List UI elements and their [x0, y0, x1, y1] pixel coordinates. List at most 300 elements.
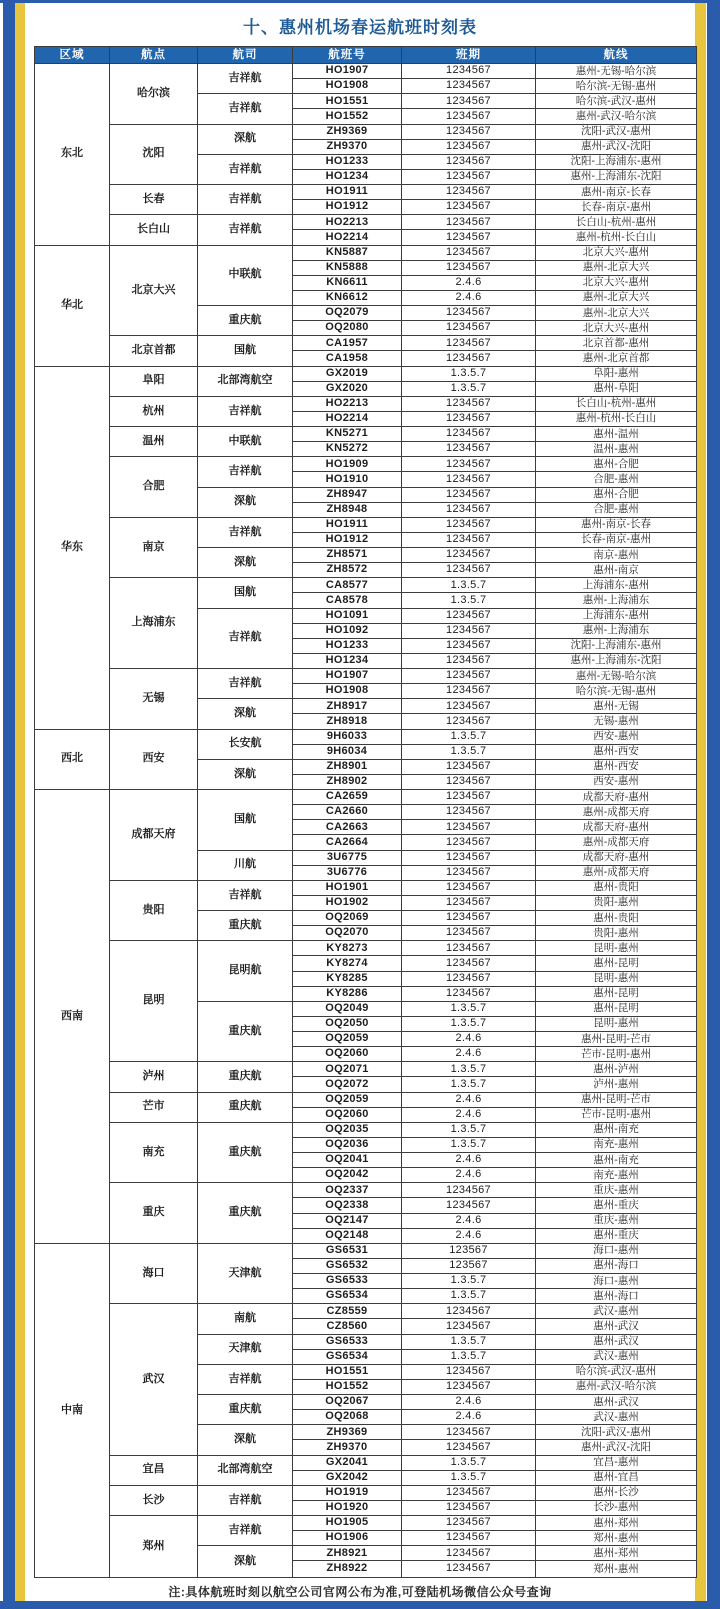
route-cell: 西安-惠州	[536, 729, 697, 744]
left-blue-stripe	[3, 0, 15, 1609]
flight-number-cell: 9H6034	[293, 744, 402, 759]
airline-cell: 重庆航	[198, 1122, 293, 1183]
flight-number-cell: ZH9369	[293, 1425, 402, 1440]
destination-cell: 成都天府	[110, 790, 198, 881]
flight-number-cell: OQ2041	[293, 1153, 402, 1168]
route-cell: 贵阳-惠州	[536, 926, 697, 941]
schedule-cell: 1234567	[402, 230, 536, 245]
destination-cell: 昆明	[110, 941, 198, 1062]
route-cell: 惠州-武汉-沈阳	[536, 139, 697, 154]
route-cell: 重庆-惠州	[536, 1183, 697, 1198]
schedule-cell: 1234567	[402, 1500, 536, 1515]
flight-number-cell: GS6534	[293, 1349, 402, 1364]
flight-number-cell: GS6531	[293, 1243, 402, 1258]
schedule-cell: 1234567	[402, 109, 536, 124]
region-cell: 西北	[35, 729, 110, 790]
destination-cell: 海口	[110, 1243, 198, 1304]
schedule-cell: 1234567	[402, 336, 536, 351]
flight-number-cell: HO1901	[293, 880, 402, 895]
airline-cell: 中联航	[198, 427, 293, 457]
flight-number-cell: OQ2147	[293, 1213, 402, 1228]
flight-number-cell: ZH8918	[293, 714, 402, 729]
flight-number-cell: ZH8922	[293, 1561, 402, 1578]
route-cell: 北京大兴-惠州	[536, 321, 697, 336]
route-cell: 沈阳-武汉-惠州	[536, 124, 697, 139]
route-cell: 无锡-惠州	[536, 714, 697, 729]
schedule-cell: 2.4.6	[402, 1107, 536, 1122]
route-cell: 泸州-惠州	[536, 1077, 697, 1092]
header-flight-number: 航班号	[293, 47, 402, 64]
schedule-cell: 2.4.6	[402, 1032, 536, 1047]
route-cell: 惠州-海口	[536, 1258, 697, 1273]
flight-number-cell: OQ2148	[293, 1228, 402, 1243]
flight-number-cell: HO1905	[293, 1516, 402, 1531]
schedule-cell: 1234567	[402, 548, 536, 563]
flight-row	[35, 1485, 697, 1500]
schedule-cell: 1234567	[402, 457, 536, 472]
flight-row	[35, 790, 697, 805]
route-cell: 惠州-北京大兴	[536, 290, 697, 305]
airline-cell: 吉祥航	[198, 880, 293, 910]
flight-number-cell: OQ2069	[293, 911, 402, 926]
route-cell: 长白山-杭州-惠州	[536, 396, 697, 411]
route-cell: 惠州-重庆	[536, 1228, 697, 1243]
schedule-cell: 1234567	[402, 563, 536, 578]
schedule-cell: 1234567	[402, 880, 536, 895]
schedule-cell: 1234567	[402, 169, 536, 184]
schedule-cell: 1.3.5.7	[402, 729, 536, 744]
route-cell: 惠州-上海浦东-沈阳	[536, 169, 697, 184]
flight-number-cell: HO2214	[293, 411, 402, 426]
flight-number-cell: HO1911	[293, 185, 402, 200]
flight-row	[35, 578, 697, 593]
route-cell: 惠州-武汉-哈尔滨	[536, 1379, 697, 1394]
route-cell: 惠州-无锡	[536, 699, 697, 714]
route-cell: 武汉-惠州	[536, 1410, 697, 1425]
route-cell: 哈尔滨-无锡-惠州	[536, 79, 697, 94]
airline-cell: 吉祥航	[198, 64, 293, 94]
route-cell: 哈尔滨-武汉-惠州	[536, 94, 697, 109]
route-cell: 惠州-西安	[536, 744, 697, 759]
airline-cell: 南航	[198, 1304, 293, 1334]
airline-cell: 川航	[198, 850, 293, 880]
schedule-cell: 1.3.5.7	[402, 578, 536, 593]
flight-number-cell: CA1958	[293, 351, 402, 366]
schedule-cell: 1.3.5.7	[402, 1274, 536, 1289]
schedule-cell: 1.3.5.7	[402, 1016, 536, 1031]
schedule-cell: 1234567	[402, 1183, 536, 1198]
destination-cell: 宜昌	[110, 1455, 198, 1485]
route-cell: 惠州-无锡-哈尔滨	[536, 669, 697, 684]
route-cell: 惠州-南京	[536, 563, 697, 578]
airline-cell: 吉祥航	[198, 94, 293, 124]
flight-number-cell: GX2019	[293, 366, 402, 381]
bottom-frame-bar	[0, 1601, 720, 1609]
schedule-cell: 1234567	[402, 820, 536, 835]
destination-cell: 郑州	[110, 1516, 198, 1578]
airline-cell: 深航	[198, 548, 293, 578]
route-cell: 惠州-上海浦东	[536, 593, 697, 608]
flight-row	[35, 517, 697, 532]
schedule-cell: 123567	[402, 1243, 536, 1258]
flight-number-cell: OQ2070	[293, 926, 402, 941]
schedule-cell: 1234567	[402, 139, 536, 154]
flight-number-cell: CA2659	[293, 790, 402, 805]
schedule-cell: 1234567	[402, 865, 536, 880]
route-cell: 沈阳-上海浦东-惠州	[536, 638, 697, 653]
schedule-cell: 1234567	[402, 472, 536, 487]
route-cell: 贵阳-惠州	[536, 895, 697, 910]
airline-cell: 吉祥航	[198, 1516, 293, 1546]
airline-cell: 天津航	[198, 1243, 293, 1304]
schedule-cell: 1234567	[402, 1531, 536, 1546]
schedule-cell: 1234567	[402, 638, 536, 653]
schedule-cell: 1.3.5.7	[402, 593, 536, 608]
airline-cell: 中联航	[198, 245, 293, 306]
flight-number-cell: 3U6776	[293, 865, 402, 880]
route-cell: 惠州-贵阳	[536, 880, 697, 895]
schedule-cell: 1234567	[402, 1440, 536, 1455]
airline-cell: 天津航	[198, 1334, 293, 1364]
schedule-cell: 1234567	[402, 699, 536, 714]
flight-number-cell: HO1908	[293, 684, 402, 699]
flight-row	[35, 427, 697, 442]
route-cell: 南京-惠州	[536, 548, 697, 563]
route-cell: 惠州-成都天府	[536, 835, 697, 850]
flight-number-cell: HO1234	[293, 169, 402, 184]
flight-number-cell: GX2041	[293, 1455, 402, 1470]
destination-cell: 泸州	[110, 1062, 198, 1092]
flight-number-cell: HO1907	[293, 669, 402, 684]
schedule-cell: 1234567	[402, 517, 536, 532]
airline-cell: 吉祥航	[198, 1485, 293, 1515]
flight-number-cell: OQ2338	[293, 1198, 402, 1213]
schedule-cell: 1234567	[402, 835, 536, 850]
route-cell: 惠州-上海浦东	[536, 623, 697, 638]
header-route: 航线	[536, 47, 697, 64]
route-cell: 惠州-昆明	[536, 986, 697, 1001]
schedule-cell: 2.4.6	[402, 1153, 536, 1168]
destination-cell: 沈阳	[110, 124, 198, 185]
flight-number-cell: CA8577	[293, 578, 402, 593]
flight-number-cell: ZH8901	[293, 759, 402, 774]
flight-number-cell: KN5272	[293, 442, 402, 457]
schedule-cell: 1.3.5.7	[402, 1062, 536, 1077]
flight-number-cell: CA2663	[293, 820, 402, 835]
schedule-cell: 1234567	[402, 487, 536, 502]
schedule-cell: 2.4.6	[402, 1410, 536, 1425]
schedule-cell: 1234567	[402, 1485, 536, 1500]
schedule-cell: 1234567	[402, 532, 536, 547]
route-cell: 惠州-武汉-沈阳	[536, 1440, 697, 1455]
header-destination: 航点	[110, 47, 198, 64]
flight-row	[35, 396, 697, 411]
schedule-cell: 1234567	[402, 774, 536, 789]
schedule-cell: 1234567	[402, 245, 536, 260]
header-airline: 航司	[198, 47, 293, 64]
schedule-cell: 1234567	[402, 215, 536, 230]
flight-number-cell: OQ2060	[293, 1107, 402, 1122]
destination-cell: 阜阳	[110, 366, 198, 396]
flight-number-cell: GX2042	[293, 1470, 402, 1485]
schedule-cell: 1234567	[402, 64, 536, 79]
flight-row	[35, 366, 697, 381]
flight-number-cell: KY8285	[293, 971, 402, 986]
airline-cell: 北部湾航空	[198, 1455, 293, 1485]
right-blue-stripe	[707, 0, 720, 1609]
route-cell: 宜昌-惠州	[536, 1455, 697, 1470]
destination-cell: 哈尔滨	[110, 64, 198, 125]
route-cell: 长春-南京-惠州	[536, 200, 697, 215]
route-cell: 成都天府-惠州	[536, 790, 697, 805]
route-cell: 惠州-北京大兴	[536, 260, 697, 275]
route-cell: 惠州-南京-长春	[536, 517, 697, 532]
destination-cell: 长春	[110, 185, 198, 215]
route-cell: 惠州-宜昌	[536, 1470, 697, 1485]
schedule-cell: 1234567	[402, 805, 536, 820]
airline-cell: 深航	[198, 1546, 293, 1578]
flight-number-cell: OQ2059	[293, 1092, 402, 1107]
schedule-cell: 1234567	[402, 260, 536, 275]
flight-number-cell: OQ2050	[293, 1016, 402, 1031]
route-cell: 惠州-郑州	[536, 1516, 697, 1531]
flight-row	[35, 1243, 697, 1258]
route-cell: 惠州-昆明	[536, 1001, 697, 1016]
flight-number-cell: HO1912	[293, 532, 402, 547]
destination-cell: 温州	[110, 427, 198, 457]
schedule-cell: 2.4.6	[402, 1047, 536, 1062]
route-cell: 武汉-惠州	[536, 1304, 697, 1319]
schedule-cell: 1234567	[402, 306, 536, 321]
flight-number-cell: OQ2036	[293, 1137, 402, 1152]
route-cell: 惠州-武汉	[536, 1334, 697, 1349]
route-cell: 海口-惠州	[536, 1243, 697, 1258]
airline-cell: 重庆航	[198, 1395, 293, 1425]
region-cell: 西南	[35, 790, 110, 1244]
top-frame-bar	[0, 0, 720, 3]
route-cell: 昆明-惠州	[536, 1016, 697, 1031]
destination-cell: 上海浦东	[110, 578, 198, 669]
route-cell: 惠州-昆明	[536, 956, 697, 971]
schedule-cell: 1.3.5.7	[402, 1334, 536, 1349]
flight-number-cell: GS6534	[293, 1289, 402, 1304]
schedule-cell: 1234567	[402, 1198, 536, 1213]
route-cell: 北京大兴-惠州	[536, 245, 697, 260]
flight-number-cell: OQ2080	[293, 321, 402, 336]
flight-number-cell: KY8286	[293, 986, 402, 1001]
airline-cell: 国航	[198, 336, 293, 366]
page-title: 十、惠州机场春运航班时刻表	[243, 18, 477, 37]
flight-number-cell: KN6611	[293, 275, 402, 290]
airline-cell: 重庆航	[198, 306, 293, 336]
schedule-cell: 1234567	[402, 911, 536, 926]
route-cell: 昆明-惠州	[536, 971, 697, 986]
flight-number-cell: ZH9370	[293, 1440, 402, 1455]
flight-row	[35, 1092, 697, 1107]
airline-cell: 深航	[198, 487, 293, 517]
destination-cell: 北京大兴	[110, 245, 198, 336]
destination-cell: 南充	[110, 1122, 198, 1183]
flight-number-cell: OQ2042	[293, 1168, 402, 1183]
route-cell: 北京大兴-惠州	[536, 275, 697, 290]
flight-number-cell: CA1957	[293, 336, 402, 351]
route-cell: 阜阳-惠州	[536, 366, 697, 381]
airline-cell: 深航	[198, 759, 293, 789]
route-cell: 惠州-阜阳	[536, 381, 697, 396]
schedule-cell: 1.3.5.7	[402, 1077, 536, 1092]
route-cell: 芒市-昆明-惠州	[536, 1047, 697, 1062]
flight-number-cell: HO1907	[293, 64, 402, 79]
flight-row	[35, 1062, 697, 1077]
flight-row	[35, 245, 697, 260]
schedule-cell: 1234567	[402, 442, 536, 457]
flight-number-cell: OQ2079	[293, 306, 402, 321]
flight-number-cell: OQ2059	[293, 1032, 402, 1047]
route-cell: 上海浦东-惠州	[536, 608, 697, 623]
region-cell: 中南	[35, 1243, 110, 1577]
schedule-cell: 1234567	[402, 94, 536, 109]
flight-number-cell: HO1909	[293, 457, 402, 472]
flight-row	[35, 1122, 697, 1137]
route-cell: 惠州-上海浦东-沈阳	[536, 653, 697, 668]
route-cell: 惠州-武汉	[536, 1395, 697, 1410]
airline-cell: 吉祥航	[198, 185, 293, 215]
flight-number-cell: ZH9370	[293, 139, 402, 154]
destination-cell: 芒市	[110, 1092, 198, 1122]
schedule-cell: 1234567	[402, 1516, 536, 1531]
airline-cell: 昆明航	[198, 941, 293, 1002]
schedule-cell: 1.3.5.7	[402, 1137, 536, 1152]
airline-cell: 国航	[198, 790, 293, 851]
flight-number-cell: ZH8921	[293, 1546, 402, 1561]
airline-cell: 吉祥航	[198, 1364, 293, 1394]
flight-timetable	[34, 46, 697, 1578]
flight-number-cell: HO1910	[293, 472, 402, 487]
schedule-cell: 1234567	[402, 411, 536, 426]
flight-number-cell: KN6612	[293, 290, 402, 305]
schedule-cell: 1.3.5.7	[402, 744, 536, 759]
schedule-cell: 1.3.5.7	[402, 381, 536, 396]
airline-cell: 吉祥航	[198, 517, 293, 547]
flight-number-cell: HO1911	[293, 517, 402, 532]
airline-cell: 深航	[198, 124, 293, 154]
footer-note: 注:具体航班时刻以航空公司官网公布为准,可登陆机场微信公众号查询	[168, 1585, 552, 1599]
flight-number-cell: 3U6775	[293, 850, 402, 865]
schedule-cell: 1234567	[402, 1425, 536, 1440]
region-cell: 华东	[35, 366, 110, 729]
schedule-cell: 1234567	[402, 971, 536, 986]
route-cell: 惠州-贵阳	[536, 911, 697, 926]
flight-number-cell: HO2213	[293, 215, 402, 230]
flight-number-cell: OQ2060	[293, 1047, 402, 1062]
schedule-cell: 1234567	[402, 850, 536, 865]
flight-number-cell: HO1092	[293, 623, 402, 638]
airline-cell: 深航	[198, 699, 293, 729]
route-cell: 沈阳-武汉-惠州	[536, 1425, 697, 1440]
route-cell: 南充-惠州	[536, 1168, 697, 1183]
route-cell: 惠州-合肥	[536, 487, 697, 502]
flight-number-cell: ZH9369	[293, 124, 402, 139]
airline-cell: 国航	[198, 578, 293, 608]
destination-cell: 武汉	[110, 1304, 198, 1455]
table-header-row	[35, 47, 697, 64]
schedule-cell: 1234567	[402, 714, 536, 729]
flight-number-cell: KY8273	[293, 941, 402, 956]
schedule-cell: 1234567	[402, 790, 536, 805]
schedule-cell: 1234567	[402, 684, 536, 699]
flight-number-cell: OQ2067	[293, 1395, 402, 1410]
route-cell: 惠州-重庆	[536, 1198, 697, 1213]
flight-number-cell: HO2214	[293, 230, 402, 245]
route-cell: 惠州-昆明-芒市	[536, 1032, 697, 1047]
schedule-cell: 1.3.5.7	[402, 1455, 536, 1470]
airline-cell: 吉祥航	[198, 669, 293, 699]
schedule-cell: 2.4.6	[402, 1228, 536, 1243]
flight-number-cell: OQ2049	[293, 1001, 402, 1016]
flight-number-cell: HO1919	[293, 1485, 402, 1500]
airline-cell: 吉祥航	[198, 457, 293, 487]
flight-number-cell: KN5888	[293, 260, 402, 275]
route-cell: 长春-南京-惠州	[536, 532, 697, 547]
flight-number-cell: ZH8902	[293, 774, 402, 789]
schedule-cell: 1234567	[402, 759, 536, 774]
flight-number-cell: HO1906	[293, 1531, 402, 1546]
schedule-cell: 1234567	[402, 926, 536, 941]
left-yellow-stripe	[15, 0, 25, 1609]
airline-cell: 吉祥航	[198, 215, 293, 245]
flight-number-cell: OQ2068	[293, 1410, 402, 1425]
flight-number-cell: 9H6033	[293, 729, 402, 744]
flight-row	[35, 64, 697, 79]
route-cell: 长沙-惠州	[536, 1500, 697, 1515]
route-cell: 惠州-武汉-哈尔滨	[536, 109, 697, 124]
flight-number-cell: GX2020	[293, 381, 402, 396]
schedule-cell: 1.3.5.7	[402, 1470, 536, 1485]
route-cell: 武汉-惠州	[536, 1349, 697, 1364]
schedule-cell: 1234567	[402, 1379, 536, 1394]
route-cell: 惠州-长沙	[536, 1485, 697, 1500]
airline-cell: 吉祥航	[198, 154, 293, 184]
flight-number-cell: OQ2072	[293, 1077, 402, 1092]
airline-cell: 重庆航	[198, 1092, 293, 1122]
flight-number-cell: HO1233	[293, 638, 402, 653]
schedule-cell: 1234567	[402, 1364, 536, 1379]
flight-number-cell: ZH8571	[293, 548, 402, 563]
schedule-cell: 1234567	[402, 623, 536, 638]
route-cell: 沈阳-上海浦东-惠州	[536, 154, 697, 169]
route-cell: 惠州-南充	[536, 1122, 697, 1137]
airline-cell: 重庆航	[198, 1062, 293, 1092]
schedule-cell: 1234567	[402, 502, 536, 517]
flight-row	[35, 669, 697, 684]
destination-cell: 南京	[110, 517, 198, 578]
region-cell: 东北	[35, 64, 110, 246]
route-cell: 哈尔滨-无锡-惠州	[536, 684, 697, 699]
flight-row	[35, 336, 697, 351]
schedule-cell: 1234567	[402, 1561, 536, 1578]
destination-cell: 长白山	[110, 215, 198, 245]
schedule-cell: 1234567	[402, 956, 536, 971]
flight-number-cell: CZ8560	[293, 1319, 402, 1334]
route-cell: 惠州-西安	[536, 759, 697, 774]
flight-row	[35, 1516, 697, 1531]
route-cell: 惠州-温州	[536, 427, 697, 442]
flight-number-cell: HO1551	[293, 1364, 402, 1379]
flight-number-cell: HO1552	[293, 109, 402, 124]
schedule-cell: 2.4.6	[402, 1168, 536, 1183]
flight-row	[35, 880, 697, 895]
flight-number-cell: ZH8917	[293, 699, 402, 714]
